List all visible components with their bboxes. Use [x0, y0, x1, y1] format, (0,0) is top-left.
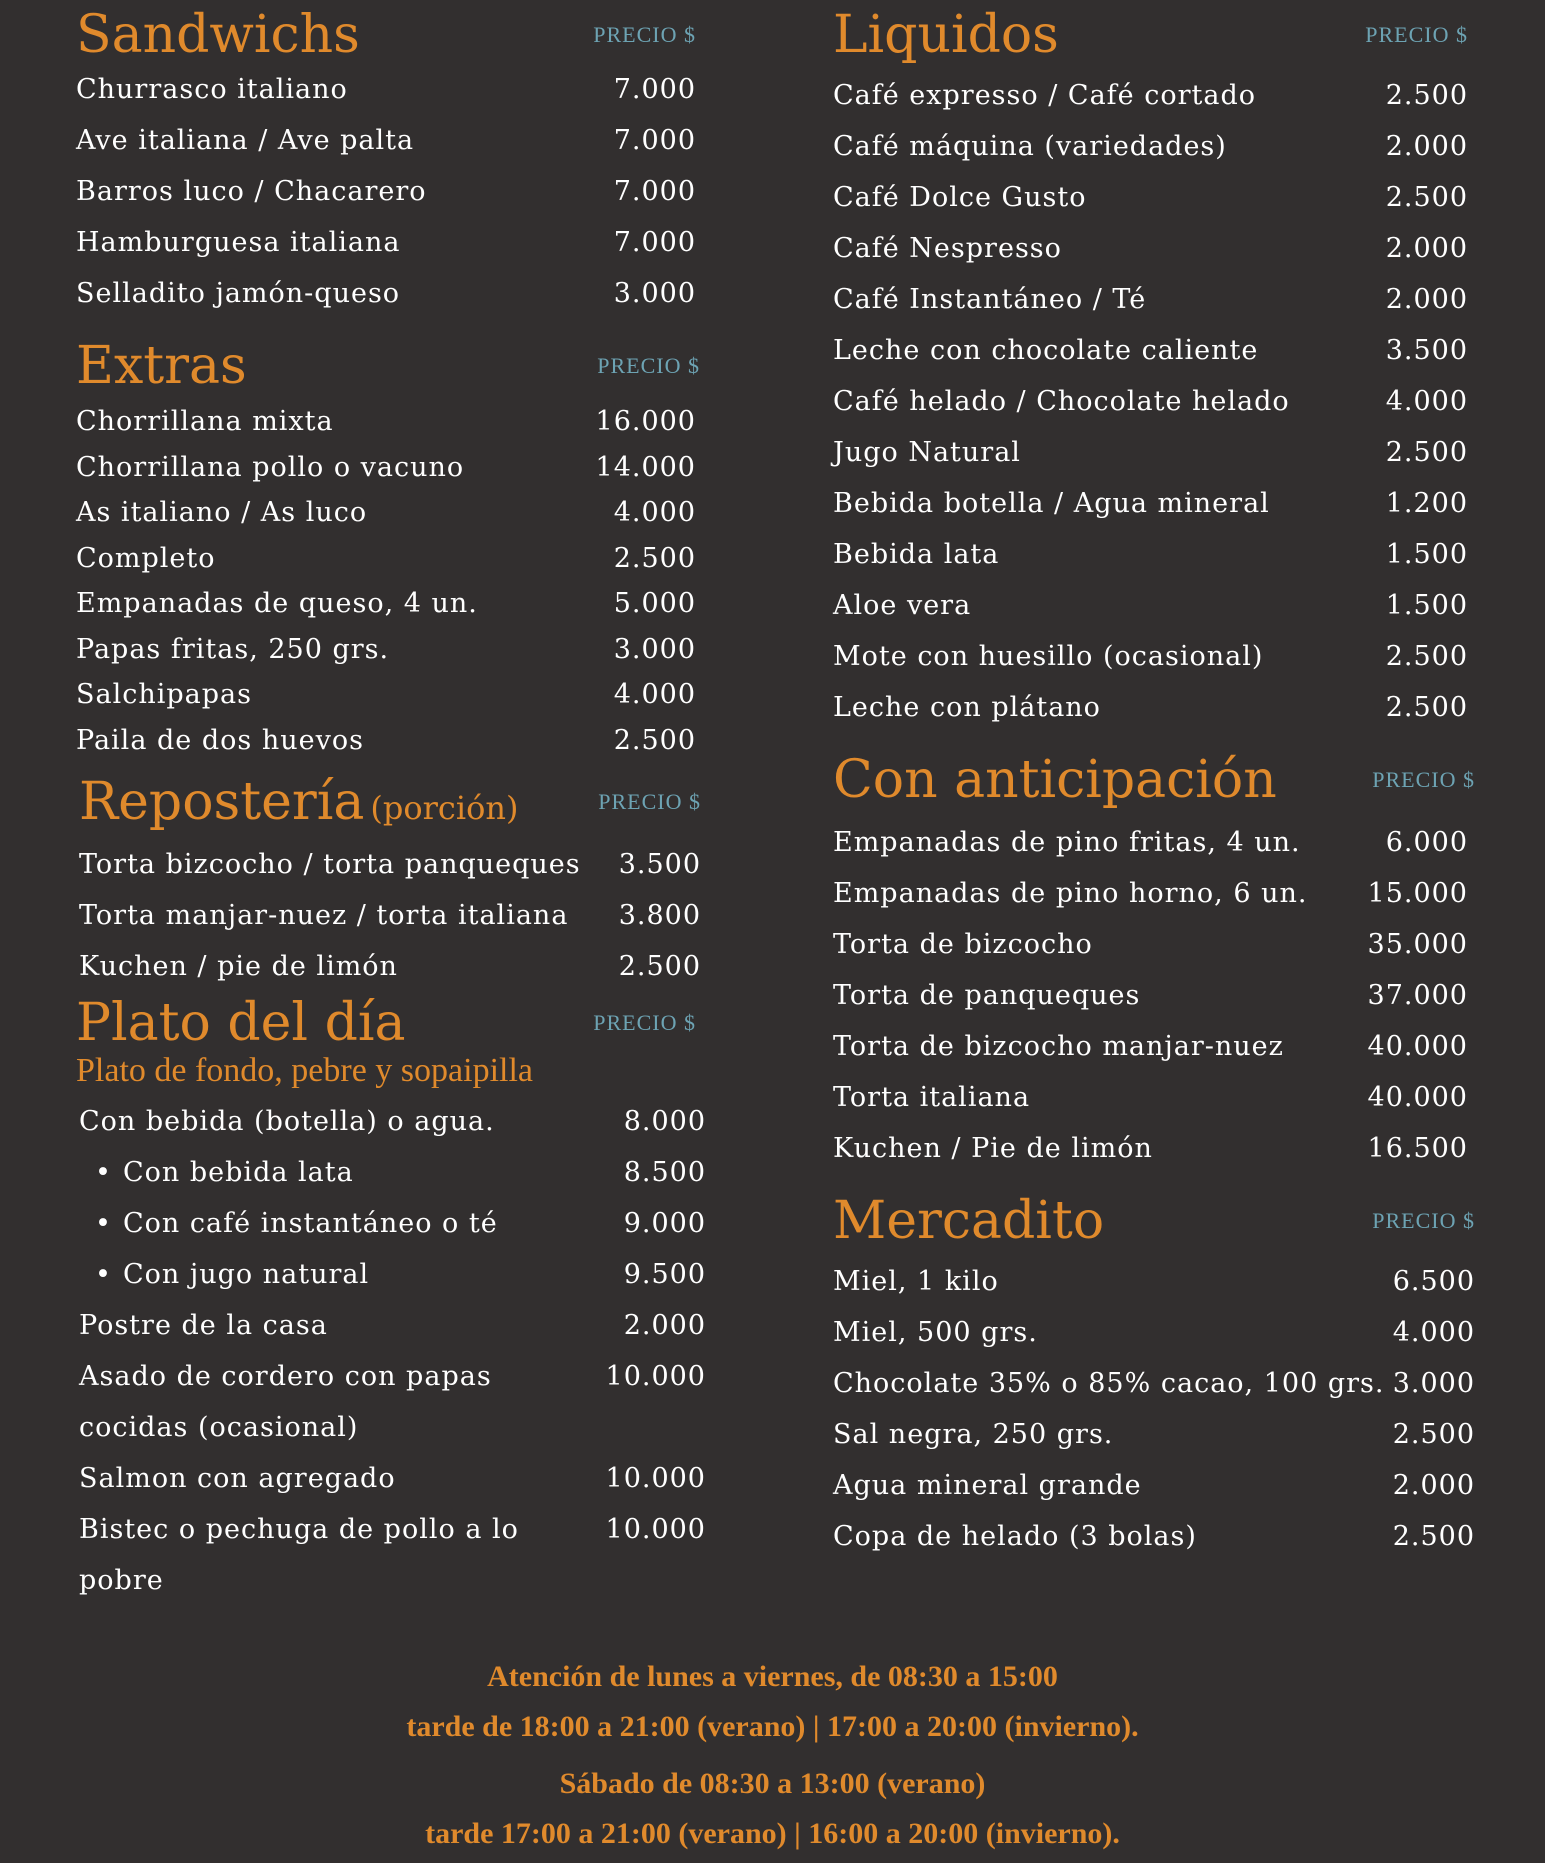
menu-item — [76, 268, 726, 319]
section-header — [833, 0, 1478, 70]
item-name: • Con bebida lata — [79, 1147, 354, 1198]
item-price: 1.500 — [1385, 539, 1468, 570]
menu-item — [76, 490, 726, 536]
item-name: Papas fritas, 250 grs. — [76, 633, 390, 665]
item-name: Torta de bizcocho manjar-nuez — [833, 1031, 1284, 1062]
hours-saturday: Sábado de 08:30 a 13:00 (verano) — [559, 1767, 986, 1800]
item-price: 2.500 — [1385, 692, 1468, 723]
menu-item — [79, 1147, 726, 1198]
menu-item — [79, 941, 726, 992]
item-name: Torta de panqueques — [833, 980, 1141, 1011]
price-column-header: PRECIO $ — [1372, 1208, 1475, 1233]
section-header — [76, 0, 726, 70]
item-name: Café Instantáneo / Té — [833, 284, 1147, 315]
menu-item — [76, 217, 726, 268]
item-price: 2.500 — [1385, 437, 1468, 468]
item-price: 2.500 — [618, 951, 701, 982]
menu-item — [833, 1072, 1478, 1123]
opening-hours — [0, 1652, 1545, 1859]
item-name: Barros luco / Chacarero — [76, 176, 427, 207]
item-price: 3.500 — [1385, 335, 1468, 366]
item-price: 2.000 — [1385, 284, 1468, 315]
menu-item — [76, 399, 726, 445]
menu-item — [79, 1351, 726, 1453]
menu-item — [79, 1096, 726, 1147]
item-price: 2.000 — [1385, 233, 1468, 264]
item-name: Bebida lata — [833, 539, 1000, 570]
item-price: 1.500 — [1385, 590, 1468, 621]
item-name: Agua mineral grande — [833, 1470, 1142, 1501]
menu-item — [79, 839, 726, 890]
left-column — [76, 0, 726, 1606]
item-name: Empanadas de pino fritas, 4 un. — [833, 827, 1301, 858]
section-extras — [76, 331, 726, 763]
menu-item — [76, 627, 726, 673]
menu-item — [833, 1409, 1478, 1460]
item-price: 2.000 — [623, 1310, 706, 1341]
section-subtitle: Plato de fondo, pebre y sopaipilla — [76, 1052, 534, 1089]
menu-item — [833, 868, 1478, 919]
item-price: 3.800 — [618, 900, 701, 931]
item-price: 4.000 — [613, 497, 696, 528]
menu-item — [76, 115, 726, 166]
menu-item — [833, 970, 1478, 1021]
item-name: Chorrillana pollo o vacuno — [76, 451, 465, 483]
item-price: 5.000 — [613, 588, 696, 619]
menu-item — [833, 121, 1478, 172]
item-name: Café Nespresso — [833, 233, 1062, 264]
item-price: 3.000 — [613, 278, 696, 309]
item-price: 8.000 — [623, 1106, 706, 1137]
menu-item — [76, 581, 726, 627]
menu-item — [833, 1021, 1478, 1072]
menu-item — [79, 1249, 726, 1300]
item-name: Empanadas de queso, 4 un. — [76, 588, 478, 619]
item-price: 2.500 — [1385, 182, 1468, 213]
section-mercadito — [833, 1186, 1478, 1562]
item-name: Miel, 1 kilo — [833, 1266, 999, 1297]
item-name: Jugo Natural — [833, 437, 1021, 468]
item-name: Torta manjar-nuez / torta italiana — [79, 900, 569, 931]
section-title-main: Repostería — [79, 772, 365, 832]
menu-item — [833, 1307, 1478, 1358]
item-price: 4.000 — [1392, 1317, 1475, 1348]
item-price: 3.000 — [1392, 1368, 1475, 1399]
item-price: 7.000 — [613, 74, 696, 105]
item-price: 10.000 — [605, 1361, 706, 1392]
menu-item — [833, 1256, 1478, 1307]
menu-item — [833, 682, 1478, 733]
item-price: 7.000 — [613, 125, 696, 156]
menu-item — [833, 580, 1478, 631]
item-name: Bebida botella / Agua mineral — [833, 488, 1270, 519]
item-name: Churrasco italiano — [76, 74, 348, 105]
price-column-header: PRECIO $ — [593, 22, 696, 47]
menu-item — [79, 1504, 726, 1606]
item-price: 7.000 — [613, 227, 696, 258]
menu-item — [79, 1198, 726, 1249]
item-name: Empanadas de pino horno, 6 un. — [833, 878, 1308, 909]
item-name: Selladito jamón-queso — [76, 278, 401, 309]
item-price: 4.000 — [613, 679, 696, 710]
item-price: 10.000 — [605, 1514, 706, 1545]
item-price: 40.000 — [1367, 1082, 1468, 1113]
item-price: 2.500 — [1385, 80, 1468, 111]
price-column-header: PRECIO $ — [593, 1010, 696, 1035]
item-price: 1.200 — [1385, 488, 1468, 519]
section-title: Mercadito — [833, 1191, 1105, 1251]
item-price: 14.000 — [595, 451, 696, 483]
section-header — [833, 745, 1478, 815]
item-name: Bistec o pechuga de pollo a lo pobre — [79, 1514, 519, 1596]
section-reposteria — [76, 767, 726, 992]
item-name: Aloe vera — [833, 590, 972, 621]
item-name: As italiano / As luco — [76, 497, 368, 528]
item-name: • Con café instantáneo o té — [79, 1198, 498, 1249]
menu-item — [833, 478, 1478, 529]
item-price: 37.000 — [1367, 980, 1468, 1011]
item-name: Torta bizcocho / torta panqueques — [79, 849, 581, 880]
section-sandwichs — [76, 0, 726, 319]
item-price: 8.500 — [623, 1157, 706, 1188]
item-name: Salchipapas — [76, 679, 252, 710]
menu-item — [833, 70, 1478, 121]
menu-item — [76, 166, 726, 217]
item-name: Completo — [76, 542, 216, 574]
hours-saturday-evening: tarde 17:00 a 21:00 (verano) | 16:00 a 20:00 (invierno). — [425, 1817, 1120, 1850]
menu-item — [833, 1358, 1478, 1409]
item-name: Mote con huesillo (ocasional) — [833, 641, 1264, 672]
menu-item — [833, 427, 1478, 478]
menu-item — [833, 529, 1478, 580]
item-price: 35.000 — [1367, 929, 1468, 960]
menu-item — [833, 1123, 1478, 1174]
item-name: Hamburguesa italiana — [76, 227, 401, 258]
menu-item — [833, 919, 1478, 970]
item-price: 2.500 — [1392, 1419, 1475, 1450]
item-name: Kuchen / pie de limón — [79, 951, 398, 982]
item-name: Asado de cordero con papas cocidas (ocasional) — [79, 1361, 492, 1443]
item-name: Copa de helado (3 bolas) — [833, 1521, 1197, 1552]
price-column-header: PRECIO $ — [598, 789, 701, 814]
item-price: 2.000 — [1392, 1470, 1475, 1501]
item-name: Con bebida (botella) o agua. — [79, 1106, 495, 1137]
section-header — [76, 988, 726, 1058]
item-name: Salmon con agregado — [79, 1463, 396, 1494]
item-name: Torta italiana — [833, 1082, 1031, 1113]
item-price: 9.000 — [623, 1208, 706, 1239]
menu-item — [833, 817, 1478, 868]
item-name: Leche con chocolate caliente — [833, 335, 1259, 366]
item-name: Café helado / Chocolate helado — [833, 386, 1290, 417]
menu-item — [833, 223, 1478, 274]
item-name: Chocolate 35% o 85% cacao, 100 grs. — [833, 1368, 1385, 1399]
item-price: 3.500 — [618, 849, 701, 880]
section-con-anticipacion — [833, 745, 1478, 1174]
right-column — [833, 0, 1478, 1562]
menu-item — [76, 672, 726, 718]
section-title: Sandwichs — [76, 5, 360, 65]
item-price: 10.000 — [605, 1463, 706, 1494]
section-plato-del-dia — [76, 988, 726, 1606]
item-price: 2.500 — [613, 724, 696, 756]
menu-item — [76, 64, 726, 115]
item-name: Café Dolce Gusto — [833, 182, 1087, 213]
section-title — [79, 767, 518, 843]
item-name: Café máquina (variedades) — [833, 131, 1227, 162]
item-price: 16.500 — [1367, 1133, 1468, 1164]
price-column-header: PRECIO $ — [1365, 22, 1468, 47]
item-price: 6.500 — [1392, 1266, 1475, 1297]
menu-item — [79, 1300, 726, 1351]
hours-weekday: Atención de lunes a viernes, de 08:30 a 15:00 — [487, 1660, 1058, 1693]
section-title: Plato del día — [76, 993, 406, 1053]
section-header — [833, 1186, 1478, 1256]
item-price: 6.000 — [1385, 827, 1468, 858]
menu-item — [79, 890, 726, 941]
item-name: Miel, 500 grs. — [833, 1317, 1038, 1348]
item-name: Chorrillana mixta — [76, 406, 334, 437]
item-name: Torta de bizcocho — [833, 929, 1093, 960]
item-price: 2.500 — [613, 542, 696, 574]
section-title: Con anticipación — [833, 750, 1277, 810]
item-price: 2.500 — [1392, 1521, 1475, 1552]
item-name: Paila de dos huevos — [76, 724, 364, 756]
section-title: Extras — [76, 336, 247, 396]
section-header — [76, 331, 726, 401]
hours-weekday-evening: tarde de 18:00 a 21:00 (verano) | 17:00 a 20:00 (invierno). — [406, 1710, 1139, 1743]
price-column-header: PRECIO $ — [1372, 767, 1475, 792]
item-price: 40.000 — [1367, 1031, 1468, 1062]
item-price: 15.000 — [1367, 878, 1468, 909]
menu-item — [76, 445, 726, 491]
menu-item — [833, 1460, 1478, 1511]
section-liquidos — [833, 0, 1478, 733]
item-name: Kuchen / Pie de limón — [833, 1133, 1153, 1164]
section-title-note: (porción) — [370, 789, 519, 827]
menu-item — [833, 376, 1478, 427]
menu-item — [833, 1511, 1478, 1562]
menu-item — [79, 1453, 726, 1504]
item-name: • Con jugo natural — [79, 1249, 369, 1300]
price-column-header: PRECIO $ — [597, 353, 700, 378]
item-price: 7.000 — [613, 176, 696, 207]
menu-item — [833, 172, 1478, 223]
menu-item — [833, 631, 1478, 682]
item-price: 9.500 — [623, 1259, 706, 1290]
item-name: Sal negra, 250 grs. — [833, 1419, 1114, 1450]
item-name: Café expresso / Café cortado — [833, 80, 1256, 111]
item-price: 3.000 — [613, 633, 696, 665]
menu-item — [833, 325, 1478, 376]
menu-item — [76, 718, 726, 764]
item-name: Ave italiana / Ave palta — [76, 125, 415, 156]
menu-item — [76, 536, 726, 582]
item-price: 2.000 — [1385, 131, 1468, 162]
item-price: 4.000 — [1385, 386, 1468, 417]
section-title: Liquidos — [833, 5, 1059, 65]
item-price: 2.500 — [1385, 641, 1468, 672]
item-price: 16.000 — [595, 406, 696, 437]
menu-item — [833, 274, 1478, 325]
section-header — [79, 767, 726, 837]
item-name: Postre de la casa — [79, 1310, 328, 1341]
item-name: Leche con plátano — [833, 692, 1101, 723]
